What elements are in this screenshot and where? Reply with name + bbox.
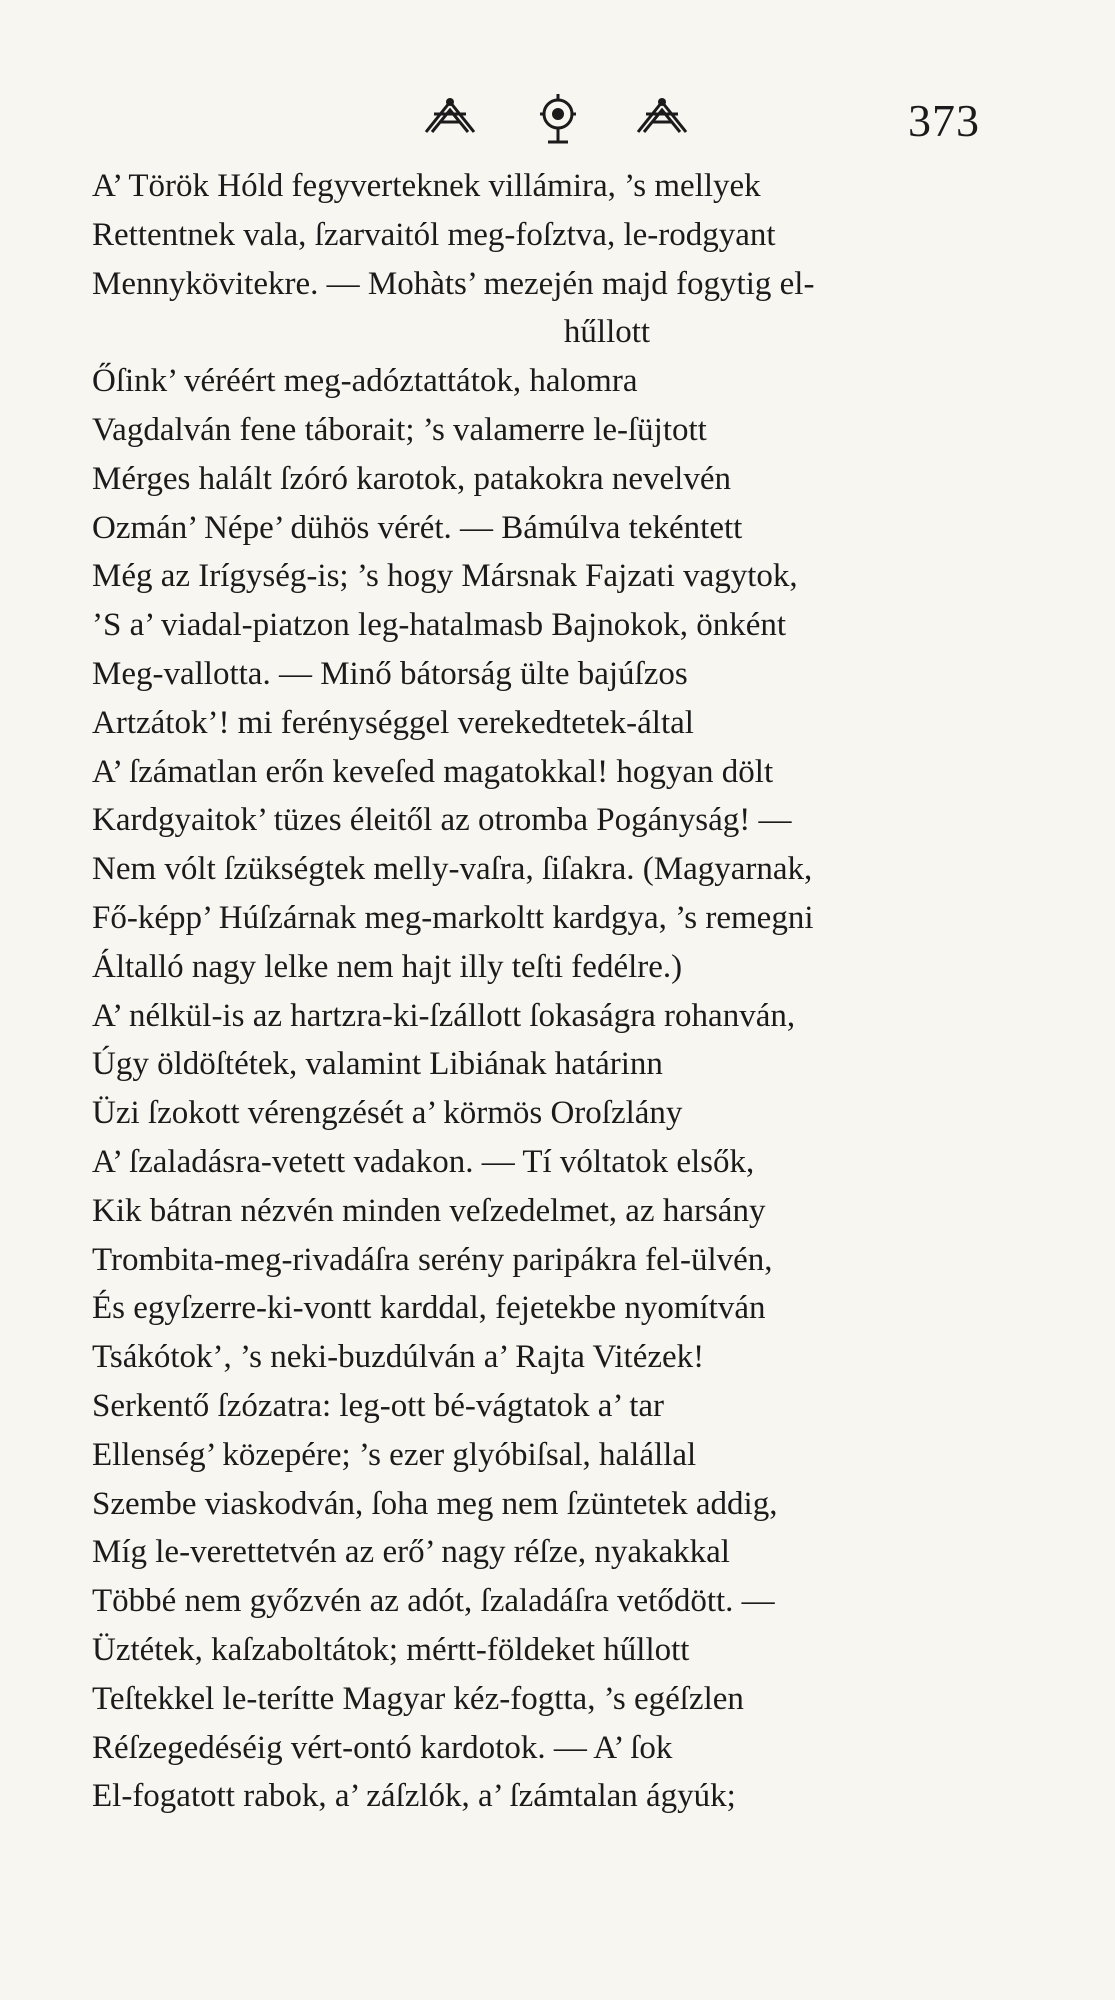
text-line: Még az Irígység-is; ’s hogy Mársnak Fajzati vagytok, [92,558,798,595]
text-line: Kardgyaitok’ tüzes éleitől az otromba Pogányság! — [92,802,792,839]
text-line: Többé nem győzvén az adót, ſzaladáſra vetődött. — [92,1583,775,1620]
text-line: Rettentnek vala, ſzarvaitól meg-foſztva, le-rodgyant [92,216,776,253]
page-number: 373 [908,95,980,146]
text-line: Ellenség’ közepére; ’s ezer glyóbiſsal, halállal [92,1436,697,1473]
right-ornament-icon [632,92,692,140]
text-line: hűllott [563,314,651,351]
text-line: Fő-képp’ Húſzárnak meg-markoltt kardgya, ’s remegni [92,899,814,936]
text-line: A’ nélkül-is az hartzra-ki-ſzállott ſokaságra rohanván, [92,997,796,1034]
text-line: Üzi ſzokott vérengzését a’ körmös Oroſzlány [92,1095,683,1132]
text-line: A’ Török Hóld fegyverteknek villámira, ’s mellyek [92,168,761,204]
header-ornaments [420,88,720,148]
text-line: Nem vólt ſzükségtek melly-vaſra, ſiſakra. (Magyarnak, [92,851,813,888]
text-line: Serkentő ſzózatra: leg-ott bé-vágtatok a’ tar [92,1387,665,1424]
text-line: Vagdalván fene táborait; ’s valamerre le-ſüjtott [92,411,707,448]
text-line: Artzátok’! mi ferénységgel verekedtetek-által [92,704,694,741]
text-line: És egyſzerre-ki-vontt karddal, fejetekbe nyomítván [92,1290,766,1327]
text-line: Úgy öldöſtétek, valamint Libiának határinn [92,1046,663,1083]
text-line: Ozmán’ Népe’ dühös vérét. — Bámúlva tekéntett [92,509,743,546]
text-line: Réſzegedéséig vért-ontó kardotok. — A’ ſok [92,1729,673,1766]
text-line: Trombita-meg-rivadáſra serény paripákra fel-ülvén, [92,1241,773,1278]
left-ornament-icon [420,92,480,140]
text-line: Szembe viaskodván, ſoha meg nem ſzüntetek addig, [92,1485,778,1522]
text-line: Általló nagy lelke nem hajt illy teſti fedélre.) [92,948,683,985]
center-ornament-icon [532,92,584,148]
text-line: Üztétek, kaſzaboltátok; mértt-földeket hűllott [92,1631,690,1668]
text-line: Tsákótok’, ’s neki-buzdúlván a’ Rajta Vitézek! [92,1339,705,1376]
text-line: El-fogatott rabok, a’ záſzlók, a’ ſzámtalan ágyúk; [92,1778,736,1815]
text-line: Mennykövitekre. — Mohàts’ mezején majd fogytig el- [92,265,815,302]
text-line: A’ ſzaladásra-vetett vadakon. — Tí vóltatok elsők, [92,1143,755,1180]
text-line: Meg-vallotta. — Minő bátorság ülte bajúſzos [92,655,688,692]
text-line: A’ ſzámatlan erőn keveſed magatokkal! hogyan dölt [92,753,774,790]
text-line: Őſink’ véréért meg-adóztattátok, halomra [92,363,638,400]
poem-text [92,162,1032,1821]
text-line: Teſtekkel le-terítte Magyar kéz-fogtta, ’s egéſzlen [92,1680,744,1717]
text-line: ’S a’ viadal-piatzon leg-hatalmasb Bajnokok, önként [92,607,787,644]
page-header [0,88,1115,148]
text-line: Kik bátran nézvén minden veſzedelmet, az harsány [92,1192,766,1229]
text-line: Mérges halált ſzóró karotok, patakokra nevelvén [92,460,731,497]
text-line: Míg le-verettetvén az erő’ nagy réſze, nyakakkal [92,1534,730,1571]
